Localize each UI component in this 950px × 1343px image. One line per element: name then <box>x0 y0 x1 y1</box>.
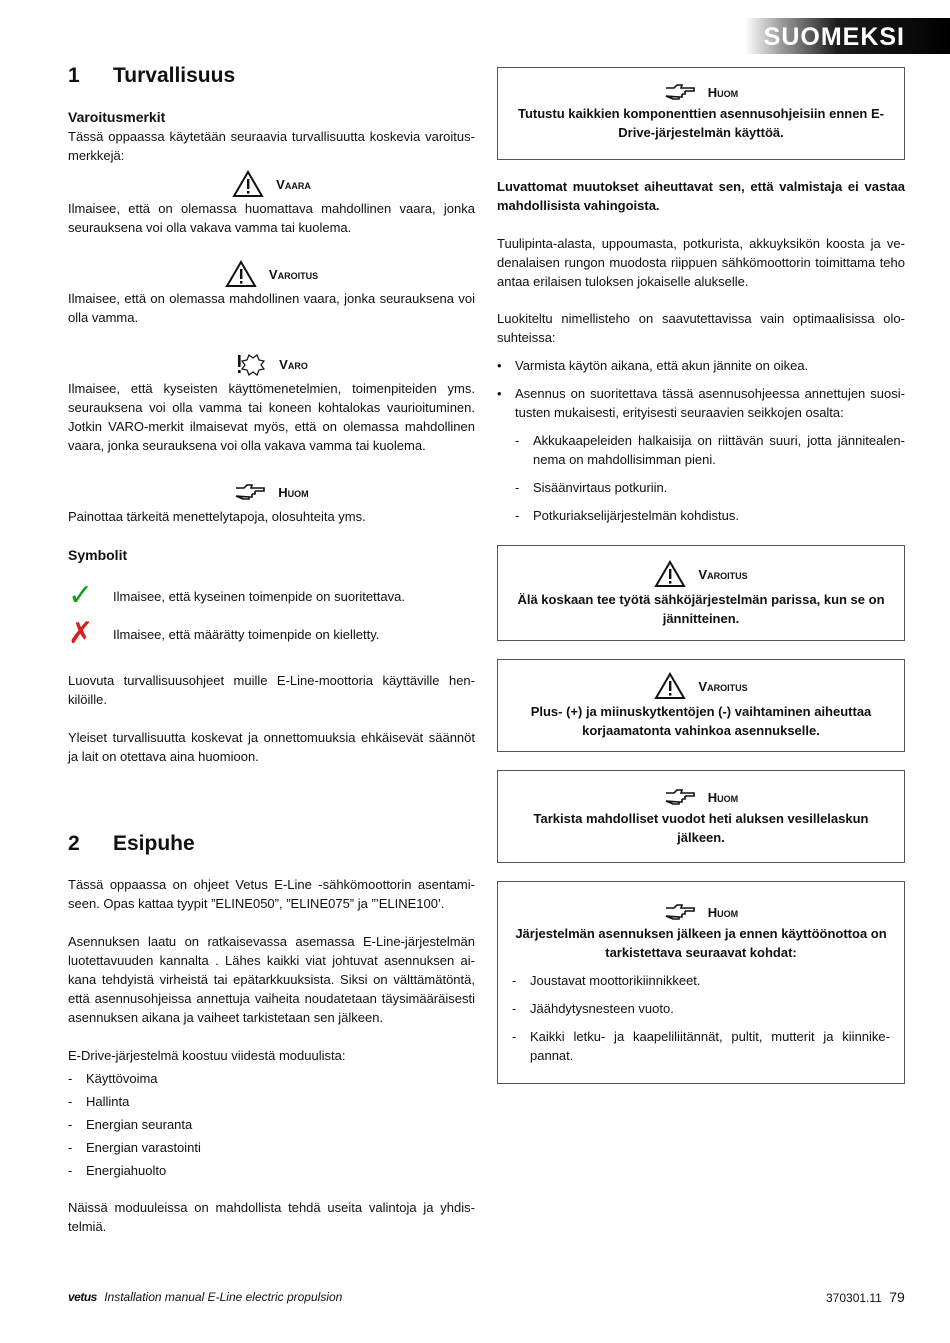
list-item: - Joustavat moottorikiinnikkeet. <box>512 971 890 990</box>
list-item: - Jäähdytysnesteen vuoto. <box>512 999 890 1018</box>
symbols-heading: Symbolit <box>68 547 128 563</box>
list-item: - Sisäänvirtaus potkuriin. <box>515 478 905 497</box>
section-1-heading: 1 Turvallisuus <box>68 64 236 87</box>
right-text <box>497 177 905 525</box>
modules-intro: E-Drive-järjestelmä koostuu viidestä moduulista: <box>68 1048 346 1063</box>
list-item: - Akkukaapeleiden halkaisija on riittävän suuri, jotta jännitealennema on mahdollisimman pieni. <box>515 431 905 469</box>
huom-text: Painottaa tärkeitä menettelytapoja, olosuhteita yms. <box>68 509 366 524</box>
note-box-1: Huom Tutustu kaikkien komponenttien asennusohjeisiin ennen E-Drive-järjestelmän käyttöä. <box>497 67 905 160</box>
warning-triangle-icon <box>654 672 686 700</box>
safety-para-2: Yleiset turvallisuutta koskevat ja onnettomuuksia ehkäisevät säännöt ja lait on otettava aina huomioon. <box>68 730 475 764</box>
liability-note: Luvattomat muutokset aiheuttavat sen, että valmistaja ei vastaa mahdollisista vahingoista. <box>497 179 905 213</box>
note-box-2: Huom Tarkista mahdolliset vuodot heti aluksen vesillelaskun jälkeen. <box>497 770 905 863</box>
huom-signal: Huom <box>68 477 475 507</box>
vaara-text: Ilmaisee, että on olemassa huomattava mahdollinen vaara, jonka seurauksena voi olla vakava vamma tai kuolema. <box>68 201 475 235</box>
section-1 <box>68 64 475 766</box>
warning-triangle-icon <box>232 170 264 198</box>
varo-signal: Varo <box>68 349 475 379</box>
right-para-2: Luokiteltu nimellisteho on saavutettavissa vain optimaalisissa olosuhteissa: <box>497 311 905 345</box>
page-number: 79 <box>889 1289 905 1305</box>
warning-triangle-icon <box>654 560 686 588</box>
pointing-hand-icon <box>664 82 696 102</box>
cross-mark-icon: ✗ <box>68 617 94 650</box>
list-item: - Energian seuranta <box>68 1115 475 1134</box>
note-box-2-text: Tarkista mahdolliset vuodot heti aluksen vesillelaskun jälkeen. <box>533 811 869 845</box>
footer-title: Installation manual E-Line electric propulsion <box>104 1290 343 1304</box>
varo-text: Ilmaisee, että kyseisten käyttömenetelmien, toimenpiteiden yms. seurauksena voi olla vamma tai koneen kohtalokas vaurioituminen. Jotkin VARO-merkit ilmaisevat myös, että on olemassa mahdollinen vaara, jonka seurauksena voi olla vakava vamma tai kuolema. <box>68 381 475 453</box>
check-mark-icon: ✓ <box>68 579 94 612</box>
doc-number: 370301.11 <box>826 1291 882 1305</box>
footer-left <box>68 1288 342 1307</box>
list-item: - Energian varastointi <box>68 1138 475 1157</box>
warning-box-2-text: Plus- (+) ja miinuskytkentöjen (-) vaihtaminen aiheuttaa korjaamatonta vahinkoa asennukselle. <box>530 704 872 738</box>
list-item: • Asennus on suoritettava tässä asennusohjeessa annettujen suositusten mukaisesti, erityisesti seuraavien seikkojen osalta: <box>497 384 905 422</box>
list-item: - Käyttövoima <box>68 1069 475 1088</box>
safety-para-1: Luovuta turvallisuusohjeet muille E-Line-moottoria käyttäville henkilöille. <box>68 673 475 707</box>
list-item: • Varmista käytön aikana, että akun jännite on oikea. <box>497 356 905 375</box>
warning-box-1: Varoitus Älä koskaan tee työtä sähköjärjestelmän parissa, kun se on jännitteinen. <box>497 545 905 641</box>
varoitus-signal: Varoitus <box>68 259 475 289</box>
vetus-logo: vetus <box>68 1290 97 1304</box>
section-2-heading: 2 Esipuhe <box>68 832 195 855</box>
section-2 <box>68 832 475 1236</box>
note-box-3-text: Järjestelmän asennuksen jälkeen ja ennen käyttöönottoa on tarkistettava seuraavat kohdat: <box>515 926 887 960</box>
list-item: - Potkuriakselijärjestelmän kohdistus. <box>515 506 905 525</box>
conditions-list <box>497 356 905 422</box>
pointing-hand-icon <box>664 787 696 807</box>
note-box-1-text: Tutustu kaikkien komponenttien asennusohjeisiin ennen E-Drive-järjestelmän käyttöä. <box>518 106 884 140</box>
pointing-hand-icon <box>234 482 266 502</box>
pointing-hand-icon <box>664 902 696 922</box>
sub-conditions-list <box>515 431 905 525</box>
list-item: - Energiahuolto <box>68 1161 475 1180</box>
symbol-no-row: ✗ Ilmaisee, että määrätty toimenpide on kielletty. <box>68 617 380 650</box>
checklist <box>512 971 890 1065</box>
language-tab: SUOMEKSI <box>745 18 950 54</box>
warnings-heading: Varoitusmerkit <box>68 109 166 125</box>
preface-para-2: Asennuksen laatu on ratkaisevassa asemassa E-Line-järjestelmän luotettavuuden kannalta . Lähes kaikki viat johtuvat asennuksen aikana tehdyistä virheistä tai epätarkkuuksista. Siksi on välttämätöntä, että asennusohjeissa annettuja vaiheita noudatetaan täysimääräisesti asennuksen aikana ja vaiheet tarkistetaan sen jälkeen. <box>68 934 475 1025</box>
varoitus-text: Ilmaisee, että on olemassa mahdollinen vaara, jonka seurauksena voi olla vamma. <box>68 291 475 325</box>
preface-para-3: Näissä moduuleissa on mahdollista tehdä useita valintoja ja yhdistelmiä. <box>68 1200 475 1234</box>
caution-exclamation-icon <box>235 351 267 377</box>
right-para-1: Tuulipinta-alasta, uppoumasta, potkurista, akkuyksikön koosta ja vedenalaisen rungon muodosta riippuen sähkömoottorin toimittama teho antaa erilaisen tuloksen jokaiselle alukselle. <box>497 236 905 289</box>
preface-para-1: Tässä oppaassa on ohjeet Vetus E-Line -sähkömoottorin asentamiseen. Opas kattaa tyypit ”ELINE050”, ”ELINE075” ja ”’ELINE100’. <box>68 877 475 911</box>
footer-right <box>826 1288 905 1308</box>
note-box-3: Huom Järjestelmän asennuksen jälkeen ja ennen käyttöönottoa on tarkistettava seuraavat kohdat: - Joustavat moottorikiinnikkeet. - Jäähdytysnesteen vuoto. - Kaikki letku- ja kaapeliliitännät, pultit, mutterit ja kiinnikepannat. <box>497 881 905 1084</box>
symbol-ok-row: ✓ Ilmaisee, että kyseinen toimenpide on suoritettava. <box>68 579 405 612</box>
list-item: - Hallinta <box>68 1092 475 1111</box>
warning-box-2: Varoitus Plus- (+) ja miinuskytkentöjen (-) vaihtaminen aiheuttaa korjaamatonta vahinkoa asennukselle. <box>497 659 905 752</box>
warning-triangle-icon <box>225 260 257 288</box>
list-item: - Kaikki letku- ja kaapeliliitännät, pultit, mutterit ja kiinnikepannat. <box>512 1027 890 1065</box>
vaara-signal: Vaara <box>68 169 475 199</box>
modules-list <box>68 1069 475 1180</box>
warning-box-1-text: Älä koskaan tee työtä sähköjärjestelmän parissa, kun se on jännitteinen. <box>517 592 885 626</box>
warnings-intro: Tässä oppaassa käytetään seuraavia turvallisuutta koskevia varoitusmerkkejä: <box>68 129 475 163</box>
